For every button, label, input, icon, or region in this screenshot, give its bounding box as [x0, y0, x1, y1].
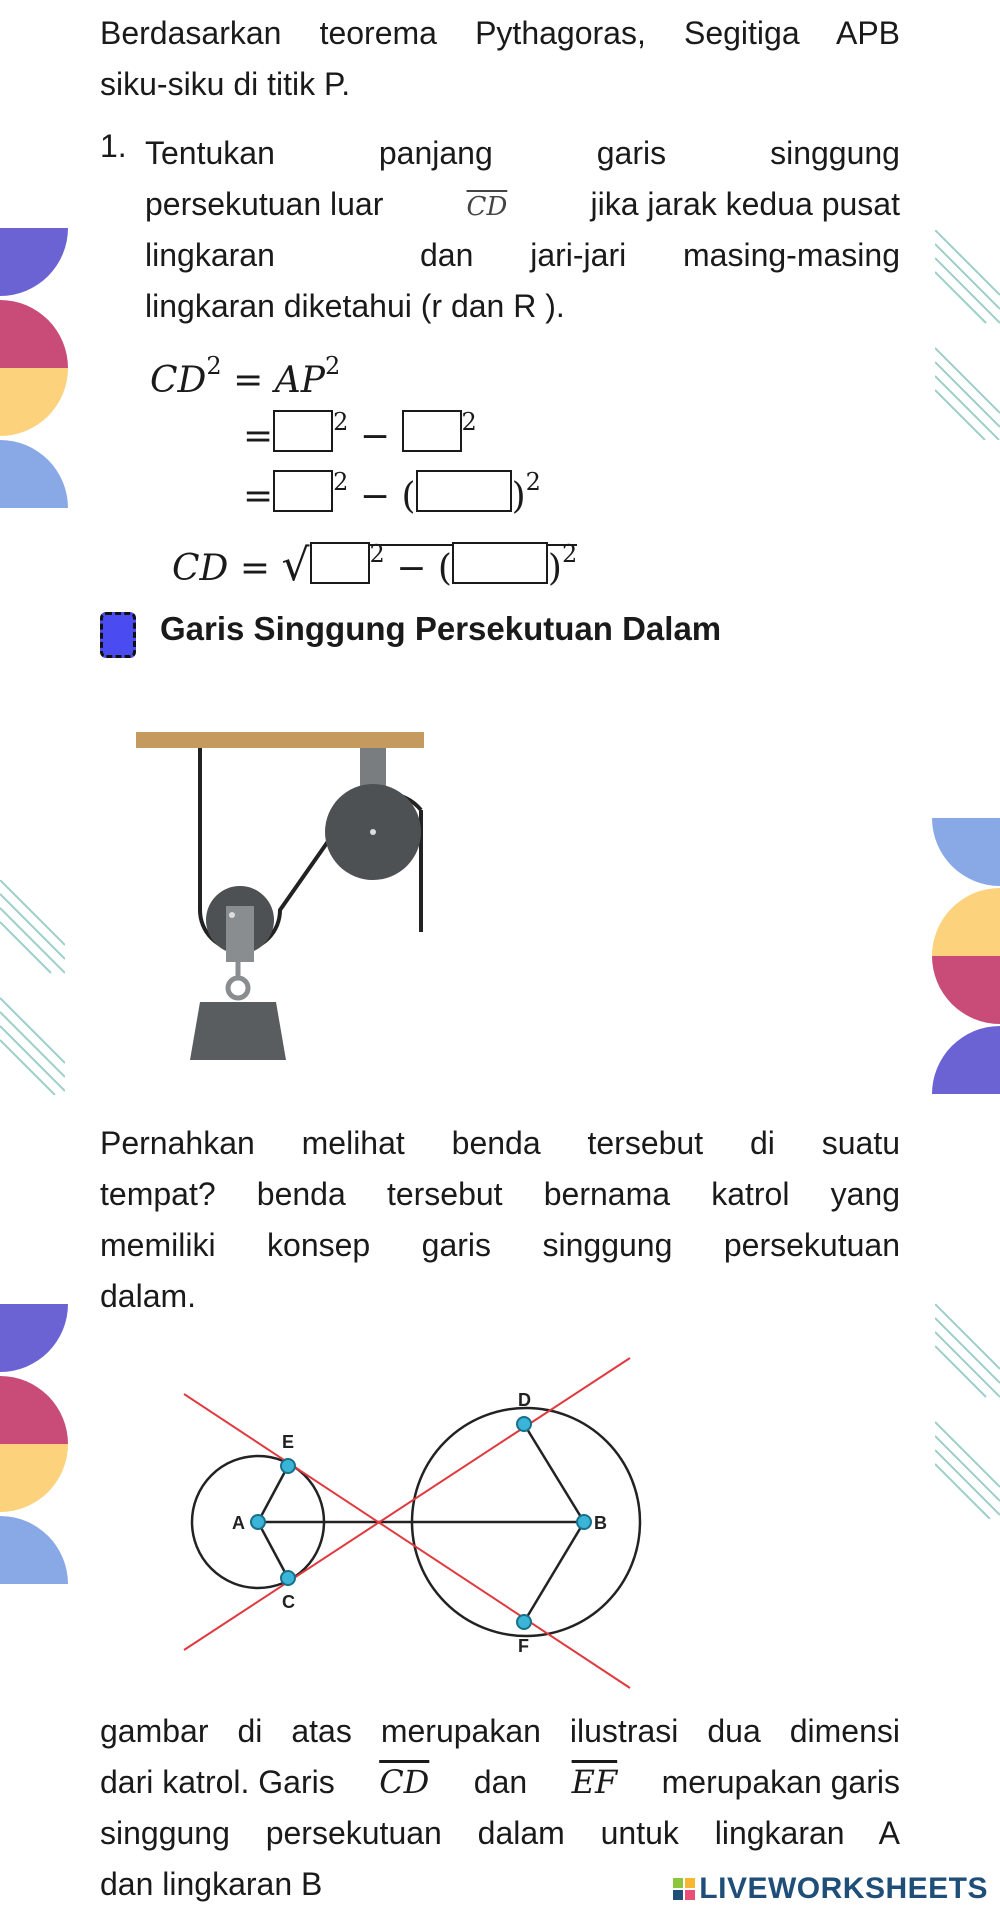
question-1-text	[145, 128, 900, 332]
right-decoration	[930, 818, 1000, 1094]
answer-box-1[interactable]	[273, 410, 333, 452]
formula-row-3: = $^2$ − ( )$^2$	[243, 468, 541, 517]
point-f	[517, 1615, 531, 1629]
paragraph-3-line-2	[100, 1757, 900, 1808]
answer-box-6[interactable]	[452, 542, 548, 584]
q1-l3-a: lingkaran	[145, 237, 275, 273]
sqrt-symbol: √	[281, 540, 310, 591]
brand-text: LIVEWORKSHEETS	[699, 1872, 988, 1905]
q1-l2-a: persekutuan luar	[145, 186, 384, 222]
answer-box-5[interactable]	[310, 542, 370, 584]
intro-line-1: Berdasarkan teorema Pythagoras, Segitiga APB	[100, 15, 900, 51]
point-d	[517, 1417, 531, 1431]
p3-l2-b: dan	[473, 1764, 528, 1800]
answer-box-3[interactable]	[273, 470, 333, 512]
paragraph-2-line-2: tempat? benda tersebut bernama katrol yang	[100, 1176, 900, 1212]
hatch-right-2	[935, 1304, 1000, 1519]
p3-ef-segment: $\overline{EF}$	[571, 1763, 618, 1801]
radius-bf	[524, 1522, 584, 1622]
pulley-illustration	[120, 720, 440, 1070]
hatch-left-1	[0, 880, 65, 1095]
q1-l3-b: dan jari-jari masing-masing	[420, 237, 900, 273]
intro-paragraph	[100, 8, 900, 110]
liveworksheets-logo[interactable]	[673, 1872, 988, 1906]
paragraph-2	[100, 1118, 900, 1322]
formula-row-4: CD = √ $^2$ − ( )$^2$	[172, 540, 578, 591]
point-e	[281, 1459, 295, 1473]
label-a: A	[232, 1513, 245, 1533]
p3-l2-a: dari katrol. Garis	[100, 1764, 335, 1800]
section-bullet-icon	[100, 612, 136, 658]
paragraph-3-line-3: singgung persekutuan dalam untuk lingkaran A	[100, 1815, 900, 1851]
point-c	[281, 1571, 295, 1585]
intro-line-2: siku-siku di titik P.	[100, 66, 351, 102]
question-1-line-2	[145, 179, 900, 230]
point-b	[577, 1515, 591, 1529]
q1-l2-b: jika jarak kedua pusat	[590, 186, 900, 222]
question-1-line-1: Tentukan panjang garis singgung	[145, 135, 900, 171]
radius-ae	[258, 1466, 288, 1522]
p3-l2-c: merupakan garis	[661, 1764, 900, 1800]
formula-row-2: = $^2$ − $^2$	[243, 408, 477, 457]
left-decoration-top	[0, 228, 70, 508]
paragraph-2-line-4: dalam.	[100, 1278, 197, 1314]
tangent-line-cd	[184, 1358, 630, 1650]
hatch-right-1	[935, 230, 1000, 440]
question-1-line-4: lingkaran diketahui (r dan R ).	[145, 288, 565, 324]
radius-ac	[258, 1522, 288, 1578]
liveworksheets-grid-icon	[673, 1878, 695, 1900]
label-d: D	[518, 1390, 531, 1410]
p3-cd-segment: $\overline{CD}$	[379, 1763, 430, 1801]
tangent-line-ef	[184, 1394, 630, 1688]
label-c: C	[282, 1592, 295, 1612]
formula-row-1: $CD^2 = AP^2$	[150, 352, 341, 401]
section-title: Garis Singgung Persekutuan Dalam	[160, 610, 722, 647]
question-1-line-3	[145, 230, 900, 281]
movable-pulley-axle	[229, 912, 235, 918]
question-1-number: 1.	[100, 128, 127, 164]
tangent-circles-diagram	[170, 1350, 700, 1700]
weight-block	[190, 1002, 286, 1060]
hook-ring	[228, 978, 248, 998]
label-f: F	[518, 1636, 529, 1656]
q1-cd-segment: $\overline{CD}$	[466, 192, 508, 222]
fixed-pulley-axle	[370, 829, 376, 835]
left-decoration-bottom	[0, 1304, 70, 1584]
point-a	[251, 1515, 265, 1529]
paragraph-2-line-1: Pernahkan melihat benda tersebut di suatu	[100, 1125, 900, 1161]
label-e: E	[282, 1432, 295, 1452]
paragraph-3-line-1: gambar di atas merupakan ilustrasi dua dimensi	[100, 1713, 900, 1749]
paragraph-3-line-4: dan lingkaran B	[100, 1866, 323, 1902]
label-b: B	[594, 1513, 607, 1533]
paragraph-2-line-3: memiliki konsep garis singgung persekutuan	[100, 1227, 900, 1263]
ceiling-beam	[136, 732, 424, 748]
answer-box-2[interactable]	[402, 410, 462, 452]
answer-box-4[interactable]	[416, 470, 512, 512]
radius-bd	[524, 1424, 584, 1522]
